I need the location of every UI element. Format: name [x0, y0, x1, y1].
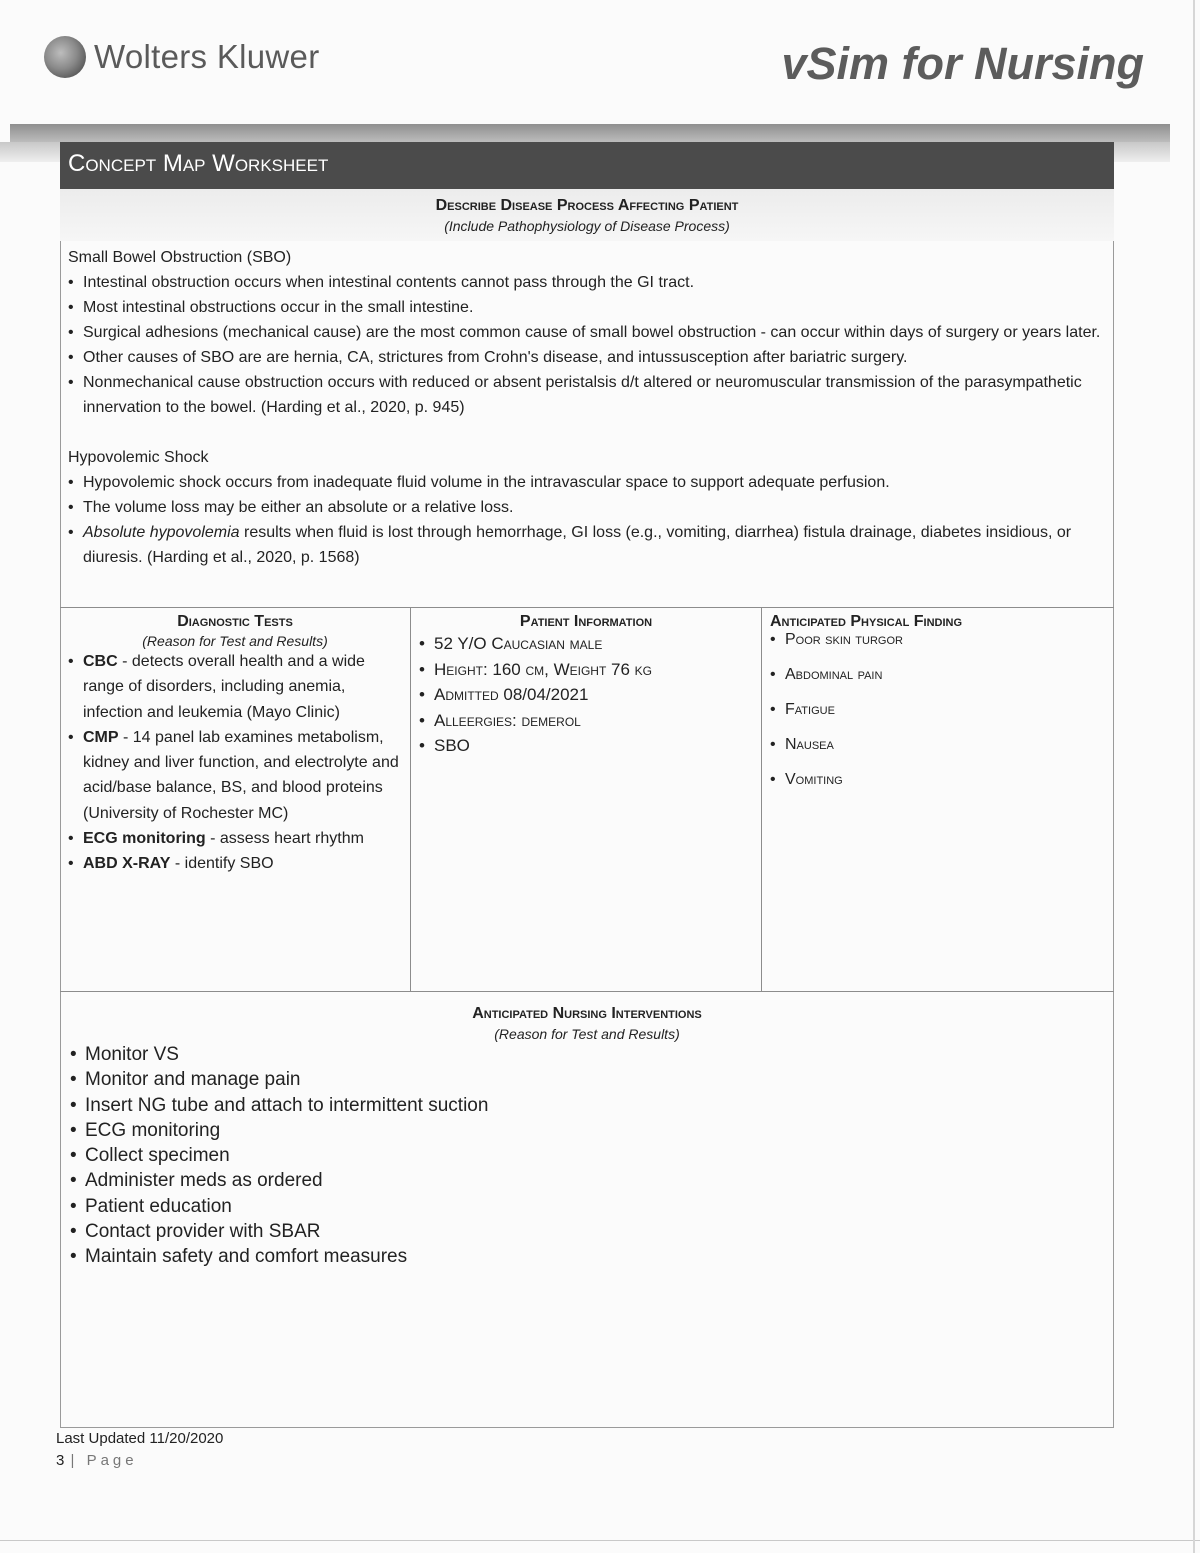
list-item: • Vomiting: [770, 771, 1106, 789]
hypovolemic-shock-heading: Hypovolemic Shock: [68, 449, 209, 466]
hypovolemic-shock-bullets: [68, 470, 1106, 570]
test-term: ECG monitoring: [83, 830, 206, 848]
list-item: • Poor skin turgor: [770, 631, 1106, 649]
list-item: [68, 826, 402, 851]
list-item: • Contact provider with SBAR: [70, 1219, 1104, 1244]
disease-process-header: [60, 189, 1114, 241]
test-term: CMP: [83, 728, 119, 746]
worksheet-title: Concept Map Worksheet: [60, 142, 1114, 189]
list-item: • Hypovolemic shock occurs from inadequate fluid volume in the intravascular space to support adequate perfusion.: [68, 470, 1106, 495]
nursing-interventions-list: [70, 1042, 1104, 1270]
list-item: • Height: 160 cm, Weight 76 kg: [419, 657, 753, 683]
list-item: • Surgical adhesions (mechanical cause) are the most common cause of small bowel obstruction - can occur within days of surgery or years later.: [68, 320, 1106, 345]
test-term: CBC: [83, 653, 118, 670]
patient-information-column: [411, 607, 761, 991]
page-number: [56, 1452, 138, 1469]
list-item: • Fatigue: [770, 701, 1106, 719]
list-item: • Patient education: [70, 1194, 1104, 1219]
list-item: • Abdominal pain: [770, 666, 1106, 684]
last-updated: Last Updated 11/20/2020: [56, 1430, 224, 1447]
physical-finding-list: [770, 631, 1106, 789]
header-band: [10, 124, 1170, 142]
list-item: • Nausea: [770, 736, 1106, 754]
disease-process-title: Describe Disease Process Affecting Patient: [435, 197, 739, 214]
diagnostic-tests-list: [68, 649, 402, 877]
physical-finding-title: Anticipated Physical Finding: [770, 613, 963, 630]
nursing-interventions-section: [60, 991, 1114, 1428]
list-item: • Nonmechanical cause obstruction occurs with reduced or absent peristalsis d/t altered or neuromuscular transmission of the parasympathetic innervation to the bowel. (Harding et al., 2020, p. 945): [68, 370, 1106, 420]
list-item: • Most intestinal obstructions occur in the small intestine.: [68, 295, 1106, 320]
diagnostic-tests-title: Diagnostic Tests: [177, 613, 293, 630]
list-item: • SBO: [419, 733, 753, 759]
list-item: [68, 725, 402, 826]
list-item: • Administer meds as ordered: [70, 1168, 1104, 1193]
list-item: • ECG monitoring: [70, 1118, 1104, 1143]
nursing-interventions-subtitle: (Reason for Test and Results): [494, 1026, 680, 1042]
header-band-left: [0, 142, 62, 162]
list-item: • Monitor VS: [70, 1042, 1104, 1067]
test-text: - 14 panel lab examines metabolism, kidney and liver function, and electrolyte and acid/base balance, BS, and blood proteins (University of Rochester MC): [83, 728, 399, 822]
list-item: • 52 Y/O Caucasian male: [419, 631, 753, 657]
sbo-bullets: [68, 270, 1106, 420]
diagnostic-tests-subtitle: (Reason for Test and Results): [142, 633, 328, 649]
list-item: [68, 851, 402, 876]
globe-icon: [44, 36, 86, 78]
disease-process-subtitle: (Include Pathophysiology of Disease Process): [444, 218, 730, 234]
patient-information-title: Patient Information: [519, 613, 653, 630]
test-text: - identify SBO: [170, 855, 274, 873]
header-band-right: [1114, 142, 1170, 162]
product-title: vSim for Nursing: [781, 38, 1144, 89]
test-term: ABD X-RAY: [83, 855, 171, 873]
list-item: • Alleergies: demerol: [419, 708, 753, 734]
diagnostic-tests-column: [60, 607, 410, 991]
scan-edge-right: [1193, 0, 1195, 1553]
absolute-hypovolemia-term: Absolute hypovolemia: [83, 524, 240, 541]
test-text: - detects overall health and a wide range of disorders, including anemia, infection and leukemia (Mayo Clinic): [83, 653, 365, 721]
physical-finding-column: [762, 607, 1114, 991]
list-item: • The volume loss may be either an absolute or a relative loss.: [68, 495, 1106, 520]
scan-edge-bottom: [0, 1540, 1200, 1541]
page-label: | Page: [70, 1452, 138, 1469]
nursing-interventions-title: Anticipated Nursing Interventions: [472, 1005, 702, 1022]
list-item: • Collect specimen: [70, 1143, 1104, 1168]
patient-information-list: [419, 631, 753, 759]
list-item: • Maintain safety and comfort measures: [70, 1244, 1104, 1269]
list-item: [68, 649, 402, 725]
list-item: • Admitted 08/04/2021: [419, 682, 753, 708]
sbo-heading: Small Bowel Obstruction (SBO): [68, 249, 292, 266]
disease-process-section: [60, 189, 1114, 607]
list-item: • Insert NG tube and attach to intermittent suction: [70, 1093, 1104, 1118]
list-item: • Other causes of SBO are are hernia, CA, strictures from Crohn's disease, and intussusception after bariatric surgery.: [68, 345, 1106, 370]
disease-process-body: [60, 241, 1114, 570]
list-item: • Intestinal obstruction occurs when intestinal contents cannot pass through the GI tract.: [68, 270, 1106, 295]
list-item: • Monitor and manage pain: [70, 1067, 1104, 1092]
brand-name: Wolters Kluwer: [94, 38, 320, 75]
brand-logo: [44, 36, 319, 78]
page-number-value: 3: [56, 1452, 66, 1469]
list-item: [68, 520, 1106, 570]
absolute-hypovolemia-text: results when fluid is lost through hemorrhage, GI loss (e.g., vomiting, diarrhea) fistula drainage, diabetes insidious, or diuresis. (Harding et al., 2020, p. 1568): [83, 524, 1072, 566]
test-text: - assess heart rhythm: [205, 830, 364, 848]
